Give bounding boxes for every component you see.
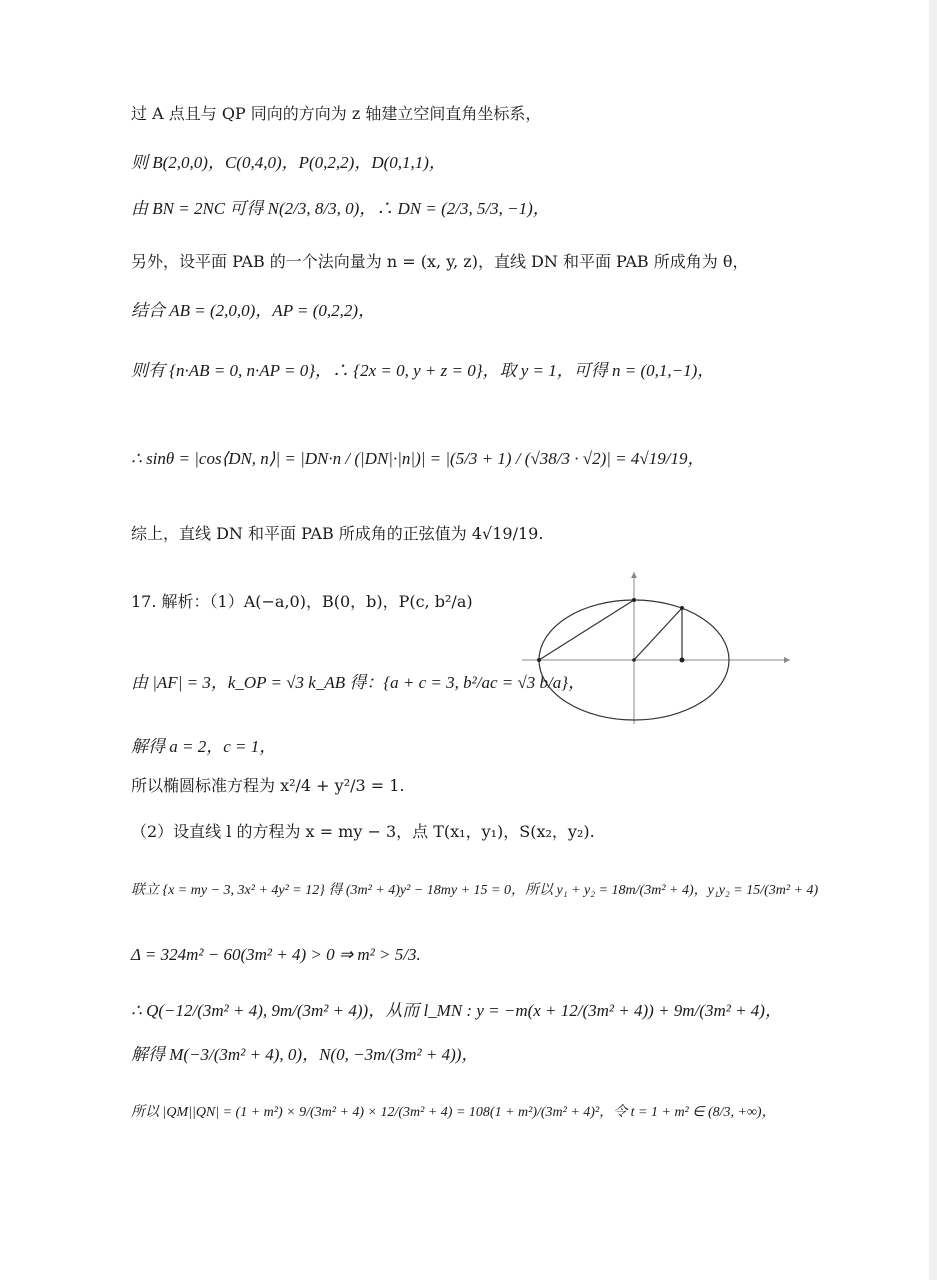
line-10-text: 由 |AF| = 3，k_OP = √3 k_AB 得：{a + c = 3, b²/ac = √3 b/a}，	[131, 673, 586, 692]
text-line-12	[131, 776, 405, 796]
line-12-text: 所以椭圆标准方程为 x²/4 + y²/3 = 1.	[131, 776, 405, 795]
text-line-7	[131, 448, 704, 469]
ellipse-figure	[522, 566, 792, 726]
line-17-text: 解得 M(−3/(3m² + 4), 0)，N(0, −3m/(3m² + 4))，	[131, 1045, 479, 1064]
line-8-text: 综上，直线 DN 和平面 PAB 所成角的正弦值为 4√19/19.	[131, 524, 544, 543]
point-f	[680, 658, 685, 663]
page-edge-shadow	[929, 0, 937, 1280]
text-line-17	[131, 1044, 478, 1065]
text-line-16	[131, 1000, 782, 1021]
text-line-4	[131, 252, 748, 272]
point-a	[537, 658, 541, 662]
line-2-text: 则 B(2,0,0)，C(0,4,0)，P(0,2,2)，D(0,1,1)，	[131, 153, 446, 172]
line-16-text: ∴ Q(−12/(3m² + 4), 9m/(3m² + 4))，从而 l_MN : y = −m(x + 12/(3m² + 4)) + 9m/(3m² + 4)，	[131, 1001, 782, 1020]
text-line-18	[131, 1104, 776, 1122]
text-line-1	[131, 104, 541, 124]
y-axis-arrow	[631, 572, 637, 578]
segment-op	[634, 608, 682, 660]
line-13-text: （2）设直线 l 的方程为 x = my − 3，点 T(x₁，y₁)，S(x₂，y₂).	[131, 822, 595, 841]
line-1-text: 过 A 点且与 QP 同向的方向为 z 轴建立空间直角坐标系，	[131, 104, 542, 123]
text-line-3	[131, 198, 550, 219]
text-line-11	[131, 736, 276, 757]
line-4-text: 另外，设平面 PAB 的一个法向量为 n = (x, y, z)，直线 DN 和平面 PAB 所成角为 θ，	[131, 252, 749, 271]
text-line-8	[131, 524, 543, 544]
text-line-10	[131, 672, 585, 693]
text-line-6	[131, 360, 714, 381]
line-18-text: 所以 |QM||QN| = (1 + m²) × 9/(3m² + 4) × 12/(3m² + 4) = 108(1 + m²)/(3m² + 4)²，令 t = 1 + m² ∈ (8/3, +∞)，	[131, 1105, 776, 1120]
line-11-text: 解得 a = 2，c = 1，	[131, 737, 277, 756]
line-5-text: 结合 AB = (2,0,0)，AP = (0,2,2)，	[131, 301, 376, 320]
segment-ab	[539, 600, 634, 660]
line-6-text: 则有 {n·AB = 0, n·AP = 0}，∴ {2x = 0, y + z = 0}，取 y = 1，可得 n = (0,1,−1)，	[131, 361, 715, 380]
line-15-text: Δ = 324m² − 60(3m² + 4) > 0 ⇒ m² > 5/3.	[131, 945, 421, 964]
point-p	[680, 606, 684, 610]
point-b	[632, 598, 636, 602]
text-line-14	[131, 882, 818, 900]
line-14-text: 联立 {x = my − 3, 3x² + 4y² = 12} 得 (3m² + 4)y² − 18my + 15 = 0，所以 y₁ + y₂ = 18m/(3m² + 4)，y₁y₂ = 15/(3m² + 4)	[131, 883, 819, 898]
text-line-13	[131, 822, 595, 842]
line-7-text: ∴ sinθ = |cos⟨DN, n⟩| = |DN·n / (|DN|·|n|)| = |(5/3 + 1) / (√38/3 · √2)| = 4√19/19，	[131, 449, 705, 468]
point-o	[632, 658, 636, 662]
line-9-text: 17. 解析：（1）A(−a,0)，B(0，b)，P(c, b²/a)	[131, 592, 473, 611]
line-3-text: 由 BN = 2NC 可得 N(2/3, 8/3, 0)，∴ DN = (2/3, 5/3, −1)，	[131, 199, 550, 218]
x-axis-arrow	[784, 657, 790, 663]
text-line-5	[131, 300, 375, 321]
text-line-2	[131, 152, 446, 173]
text-line-9	[131, 592, 473, 612]
text-line-15	[131, 944, 421, 965]
